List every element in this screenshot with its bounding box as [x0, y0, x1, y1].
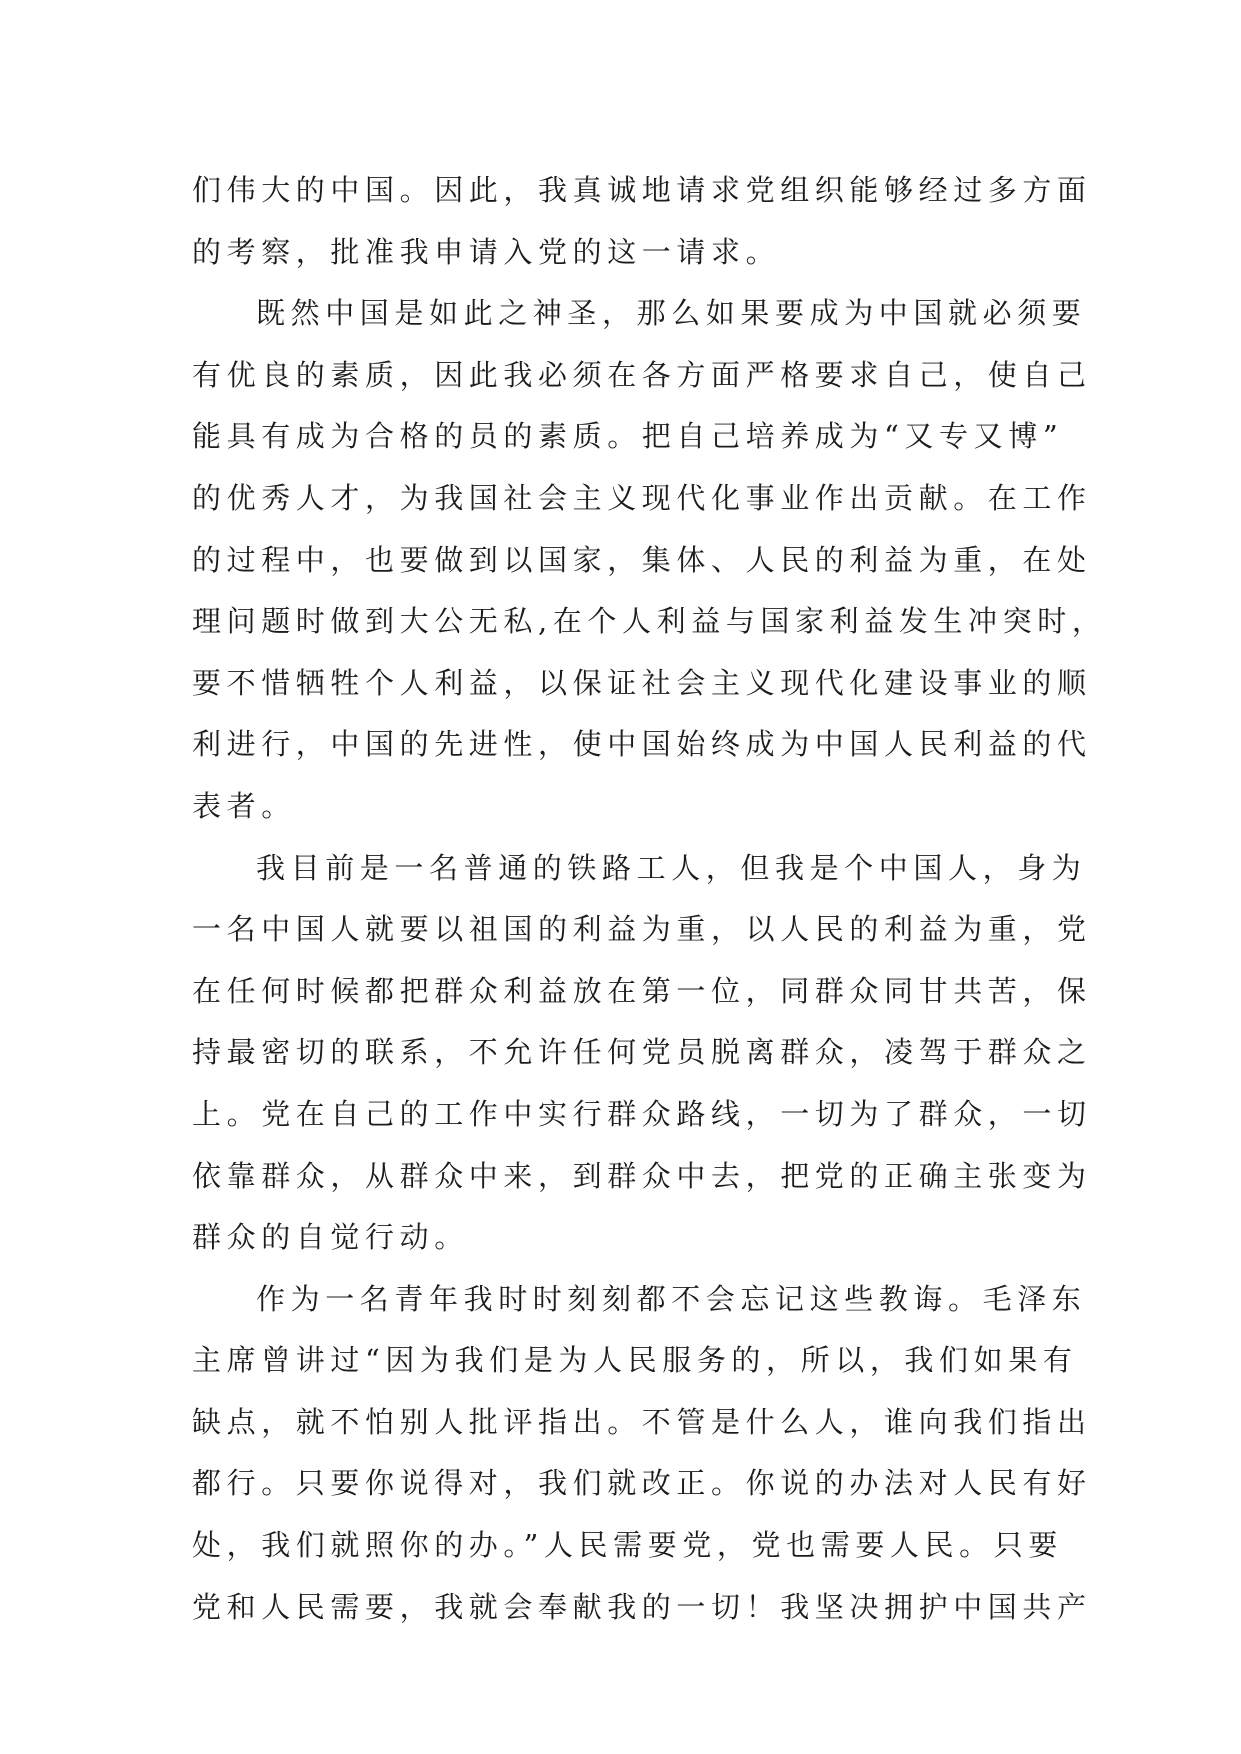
text-line: 的优秀人才，为我国社会主义现代化事业作出贡献。在工作 [192, 480, 1092, 515]
text-line: 们伟大的中国。因此，我真诚地请求党组织能够经过多方面 [192, 173, 1092, 207]
text-line: 主席曾讲过“因为我们是为人民服务的，所以，我们如果有 [192, 1343, 1078, 1378]
text-line: 利进行，中国的先进性，使中国始终成为中国人民利益的代 [192, 727, 1092, 762]
text-line: 能具有成为合格的员的素质。把自己培养成为“又专又博” [192, 419, 1064, 454]
text-line: 党和人民需要，我就会奉献我的一切！我坚决拥护中国共产 [192, 1589, 1092, 1624]
text-line: 的过程中，也要做到以国家，集体、人民的利益为重，在处 [192, 542, 1092, 577]
text-line: 上。党在自己的工作中实行群众路线，一切为了群众，一切 [192, 1096, 1092, 1131]
text-line: 群众的自觉行动。 [192, 1220, 469, 1255]
text-line: 既然中国是如此之神圣，那么如果要成为中国就必须要 [256, 296, 1087, 331]
text-line: 有优良的素质，因此我必须在各方面严格要求自己，使自己 [192, 357, 1092, 392]
text-line: 持最密切的联系，不允许任何党员脱离群众，凌驾于群众之 [192, 1035, 1092, 1070]
text-line: 在任何时候都把群众利益放在第一位，同群众同甘共苦，保 [192, 973, 1092, 1008]
text-line: 要不惜牺牲个人利益，以保证社会主义现代化建设事业的顺 [192, 665, 1092, 700]
paragraph [192, 160, 1092, 283]
text-line: 表者。 [192, 788, 296, 823]
text-line: 一名中国人就要以祖国的利益为重，以人民的利益为重，党 [192, 912, 1092, 947]
text-line: 处，我们就照你的办。”人民需要党，党也需要人民。只要 [192, 1528, 1063, 1563]
paragraph [192, 1269, 1092, 1639]
text-line: 缺点，就不怕别人批评指出。不管是什么人，谁向我们指出 [192, 1404, 1092, 1439]
text-line: 作为一名青年我时时刻刻都不会忘记这些教诲。毛泽东 [256, 1281, 1087, 1316]
text-line: 都行。只要你说得对，我们就改正。你说的办法对人民有好 [192, 1466, 1092, 1501]
body-text [192, 160, 1107, 1638]
text-line: 依靠群众，从群众中来，到群众中去，把党的正确主张变为 [192, 1158, 1092, 1193]
paragraph [192, 283, 1107, 837]
text-line: 理问题时做到大公无私,在个人利益与国家利益发生冲突时， [192, 604, 1107, 639]
text-line: 我目前是一名普通的铁路工人，但我是个中国人，身为 [256, 850, 1087, 885]
paragraph [192, 838, 1092, 1269]
text-line: 的考察，批准我申请入党的这一请求。 [192, 234, 781, 269]
